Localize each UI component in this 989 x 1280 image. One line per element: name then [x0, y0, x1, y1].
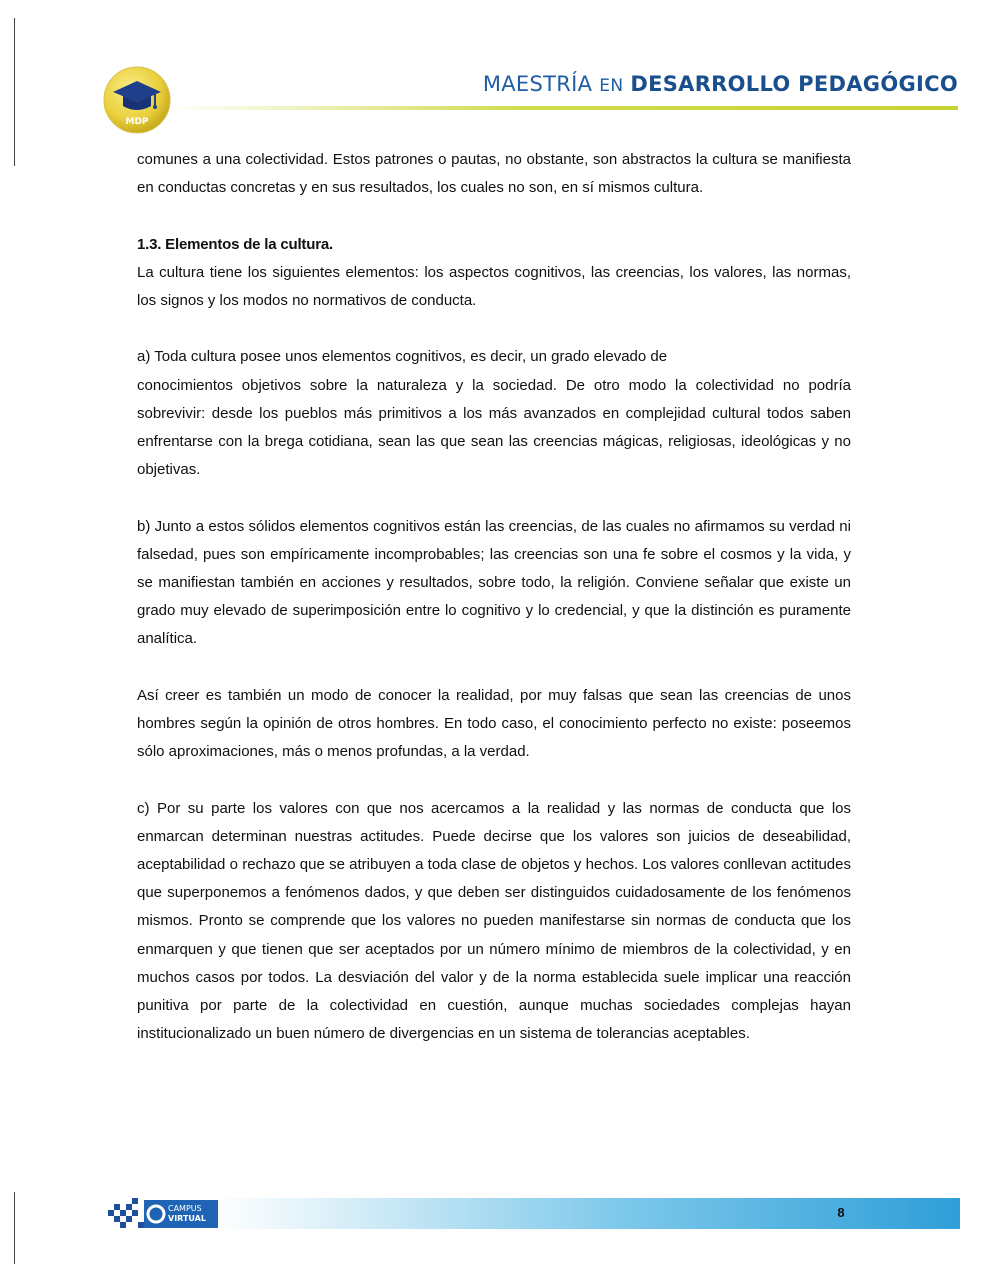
paragraph: c) Por su parte los valores con que nos acercamos a la realidad y las normas de conducta que los enmarcan determinan nuestras actitudes. Puede decirse que los valores son juicios de deseabilidad, aceptabilidad o rechazo que se atribuyen a toda clase de objetos y hechos. Los valores conllevan actitudes que superponemos a fenómenos dados, y que deben ser distinguidos cuidadosamente de los fenómenos mismos. Pronto se comprende que los valores no pueden manifestarse sin normas de conducta que los enmarquen y que tienen que ser aceptados por un número mínimo de miembros de la colectividad, y en muchos casos por todos. La desviación del valor y de la norma establecida suele implicar una reacción punitiva por parte de la colectividad en cuestión, aunque muchas sociedades complejas hayan institucionalizado un buen número de divergencias en un sistema de tolerancias aceptables.	[137, 799, 851, 1043]
title-part-maestria: MAESTRÍA	[482, 72, 593, 96]
paragraph: b) Junto a estos sólidos elementos cognitivos están las creencias, de las cuales no afirmamos su verdad ni falsedad, pues son empíricamente incomprobables; las creencias son una fe sobre el cosmos y la vida, y se manifiestan también en acciones y resultados, sobre todo, la religión. Conviene señalar que existe un grado muy elevado de superimposición entre lo cognitivo y lo credencial, y que la distinción es puramente analítica.	[137, 517, 851, 648]
paragraph-first-line: a) Toda cultura posee unos elementos cognitivos, es decir, un grado elevado de	[137, 348, 668, 366]
paragraph: conocimientos objetivos sobre la naturaleza y la sociedad. De otro modo la colectividad no podría sobrevivir: desde los pueblos más primitivos a los más avanzados en complejidad cultural todos saben enfrentarse con la brega cotidiana, sean las que sean las creencias mágicas, religiosas, ideológicas y no objetivas.	[137, 376, 851, 479]
left-margin-line-top	[14, 18, 15, 166]
mdp-logo	[103, 66, 171, 134]
paragraph: comunes a una colectividad. Estos patrones o pautas, no obstante, son abstractos la cultura se manifiesta en conductas concretas y en sus resultados, los cuales no son, en sí mismos cultura.	[137, 151, 851, 197]
title-part-en: EN	[599, 76, 624, 96]
logo-text: MDP	[125, 117, 149, 127]
campus-virtual-logo	[106, 1196, 218, 1230]
title-part-desarrollo: DESARROLLO PEDAGÓGICO	[630, 72, 958, 96]
left-margin-line-bottom	[14, 1192, 15, 1264]
virtual-label: VIRTUAL	[168, 1214, 206, 1223]
header-rule	[168, 106, 958, 110]
page-body	[137, 146, 851, 1077]
program-title	[483, 72, 958, 96]
paragraph: Así creer es también un modo de conocer la realidad, por muy falsas que sean las creencias de unos hombres según la opinión de otros hombres. En todo caso, el conocimiento perfecto no existe: poseemos sólo aproximaciones, más o menos profundas, a la verdad.	[137, 686, 851, 761]
section-heading: 1.3. Elementos de la cultura.	[137, 235, 333, 253]
checker-pattern-icon	[108, 1198, 144, 1228]
paragraph: La cultura tiene los siguientes elementos: los aspectos cognitivos, las creencias, los valores, las normas, los signos y los modos no normativos de conducta.	[137, 263, 851, 309]
campus-label: CAMPUS	[168, 1204, 202, 1213]
page-number: 8	[837, 1205, 845, 1220]
